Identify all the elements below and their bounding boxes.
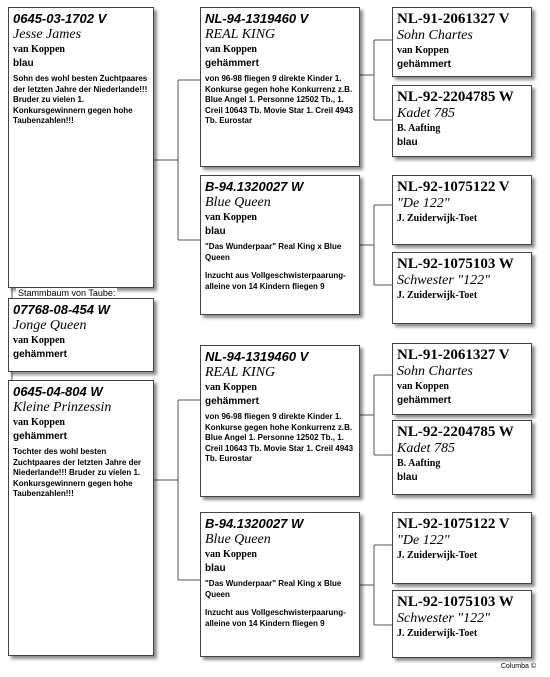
- ssd-ring: NL-92-2204785 W: [397, 89, 514, 105]
- ddd-name: Schwester "122": [397, 611, 491, 626]
- sire-sire-name: REAL KING: [205, 27, 276, 42]
- subject-breeder: van Koppen: [13, 335, 65, 346]
- dam-dam-color: blau: [205, 563, 226, 574]
- sire-sire-ring: NL-94-1319460 V: [205, 11, 309, 26]
- sdd-card[interactable]: [392, 252, 532, 324]
- sss-breeder: van Koppen: [397, 45, 449, 56]
- dam-dam-description: "Das Wunderpaar" Real King x Blue Queen: [205, 579, 342, 599]
- dam-breeder: van Koppen: [13, 417, 65, 428]
- subject-card[interactable]: [8, 298, 154, 372]
- dsd-color: blau: [397, 472, 418, 483]
- sire-sire-breeder: van Koppen: [205, 44, 257, 55]
- subject-color: gehämmert: [13, 349, 67, 360]
- ddd-ring: NL-92-1075103 W: [397, 594, 514, 610]
- sire-breeder: van Koppen: [13, 44, 65, 55]
- dam-dam-card[interactable]: [200, 512, 360, 657]
- dam-dam-ring: B-94.1320027 W: [205, 516, 304, 531]
- dss-name: Sohn Chartes: [397, 364, 473, 379]
- subject-ring: 07768-08-454 W: [13, 302, 110, 317]
- dam-dam-description-2: Inzucht aus Vollgeschwisterpaarung-alleine von 14 Kindern fliegen 9: [205, 608, 346, 628]
- dam-sire-description: von 96-98 fliegen 9 direkte Kinder 1. Konkurse gegen hohe Konkurrenz z.B. Blue Angel 1. Personne 12502 Tb., 1. Creil 10643 Tb. Movie Star 1. Creil 4943 Tb. Eurostar: [205, 412, 354, 463]
- sire-dam-color: blau: [205, 226, 226, 237]
- dam-card[interactable]: [8, 380, 154, 656]
- ddd-card[interactable]: [392, 590, 532, 658]
- dam-color: gehämmert: [13, 431, 67, 442]
- dam-name: Kleine Prinzessin: [13, 400, 112, 415]
- dam-sire-name: REAL KING: [205, 365, 276, 380]
- dds-breeder: J. Zuiderwijk-Toet: [397, 550, 478, 561]
- pedigree-caption: Stammbaum von Taube:: [18, 288, 116, 298]
- subject-name: Jonge Queen: [13, 318, 87, 333]
- dsd-card[interactable]: [392, 420, 532, 495]
- sire-dam-name: Blue Queen: [205, 195, 271, 210]
- dam-ring: 0645-04-804 W: [13, 384, 103, 399]
- sds-card[interactable]: [392, 175, 532, 245]
- sds-name: "De 122": [397, 196, 450, 211]
- sds-ring: NL-92-1075122 V: [397, 179, 510, 195]
- sds-breeder: J. Zuiderwijk-Toet: [397, 213, 478, 224]
- sire-description: Sohn des wohl besten Zuchtpaares der letzten Jahre der Niederlande!!! Bruder zu vielen 1. Konkursgewinnern gegen hohe Taubenzahlen!!!: [13, 74, 148, 125]
- ssd-card[interactable]: [392, 85, 532, 157]
- dam-sire-breeder: van Koppen: [205, 382, 257, 393]
- sire-sire-color: gehämmert: [205, 58, 259, 69]
- dsd-ring: NL-92-2204785 W: [397, 424, 514, 440]
- sire-ring: 0645-03-1702 V: [13, 11, 107, 26]
- sire-dam-card[interactable]: [200, 175, 360, 315]
- sss-name: Sohn Chartes: [397, 28, 473, 43]
- dam-sire-color: gehämmert: [205, 396, 259, 407]
- sss-color: gehämmert: [397, 59, 451, 70]
- ssd-name: Kadet 785: [397, 106, 455, 121]
- dss-color: gehämmert: [397, 395, 451, 406]
- sire-dam-description-2: Inzucht aus Vollgeschwisterpaarung-alleine von 14 Kindern fliegen 9: [205, 271, 346, 291]
- dss-ring: NL-91-2061327 V: [397, 347, 510, 363]
- sire-dam-description: "Das Wunderpaar" Real King x Blue Queen: [205, 242, 342, 262]
- sss-card[interactable]: [392, 7, 532, 77]
- dam-sire-ring: NL-94-1319460 V: [205, 349, 309, 364]
- dss-breeder: van Koppen: [397, 381, 449, 392]
- ssd-breeder: B. Aafting: [397, 123, 441, 134]
- dds-card[interactable]: [392, 512, 532, 584]
- dam-sire-card[interactable]: [200, 345, 360, 497]
- dds-ring: NL-92-1075122 V: [397, 516, 510, 532]
- sire-sire-description: von 96-98 fliegen 9 direkte Kinder 1. Konkurse gegen hohe Konkurrenz z.B. Blue Angel 1. Personne 12502 Tb., 1. Creil 10643 Tb. Movie Star 1. Creil 4943 Tb. Eurostar: [205, 74, 354, 125]
- sdd-breeder: J. Zuiderwijk-Toet: [397, 290, 478, 301]
- sire-sire-card[interactable]: [200, 7, 360, 167]
- sire-dam-breeder: van Koppen: [205, 212, 257, 223]
- ssd-color: blau: [397, 137, 418, 148]
- dsd-name: Kadet 785: [397, 441, 455, 456]
- sire-name: Jesse James: [13, 27, 82, 42]
- footer-credit: Columba ©: [500, 663, 536, 670]
- dss-card[interactable]: [392, 343, 532, 415]
- dsd-breeder: B. Aafting: [397, 458, 441, 469]
- sdd-ring: NL-92-1075103 W: [397, 256, 514, 272]
- sire-card[interactable]: [8, 7, 154, 288]
- sire-dam-ring: B-94.1320027 W: [205, 179, 304, 194]
- sdd-name: Schwester "122": [397, 273, 491, 288]
- sss-ring: NL-91-2061327 V: [397, 11, 510, 27]
- sire-color: blau: [13, 58, 34, 69]
- dam-description: Tochter des wohl besten Zuchtpaares der letzten Jahre der Niederlande!!! Bruder zu vielen 1. Konkursgewinnern gegen hohe Taubenzahlen!!!: [13, 447, 142, 498]
- dam-dam-name: Blue Queen: [205, 532, 271, 547]
- ddd-breeder: J. Zuiderwijk-Toet: [397, 628, 478, 639]
- dam-dam-breeder: van Koppen: [205, 549, 257, 560]
- dds-name: "De 122": [397, 533, 450, 548]
